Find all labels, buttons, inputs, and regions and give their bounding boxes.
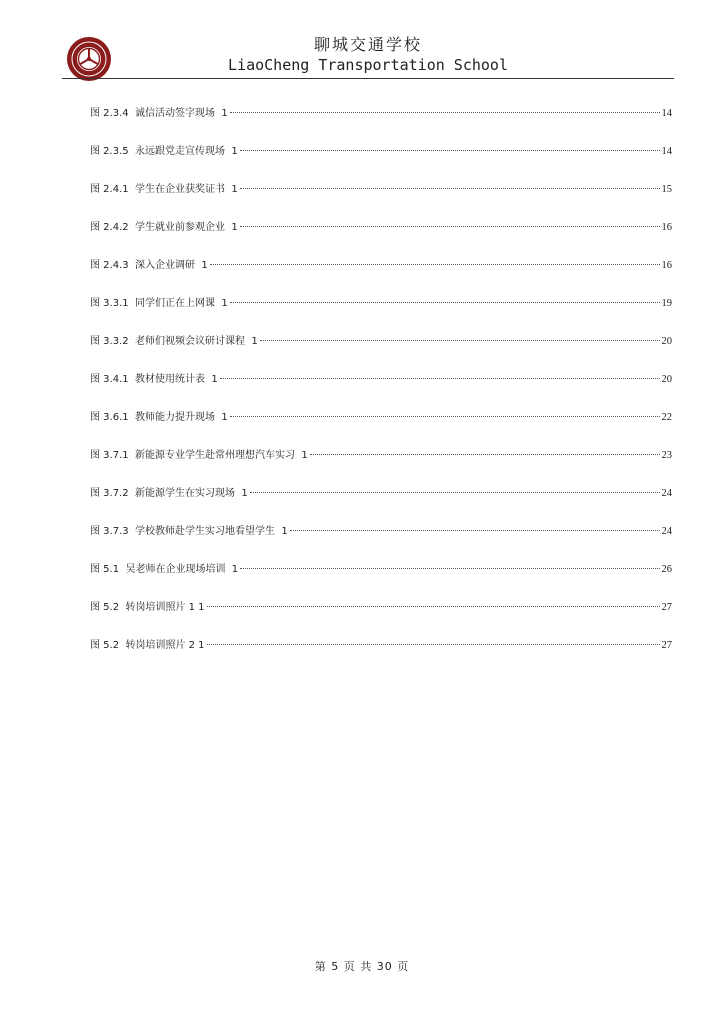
toc-entry-page: 14 xyxy=(661,108,672,119)
dot-leader xyxy=(250,492,660,493)
toc-entry-page: 16 xyxy=(661,222,672,233)
toc-entry[interactable] xyxy=(90,484,672,522)
header-divider xyxy=(62,78,674,79)
dot-leader xyxy=(310,454,660,455)
toc-entry[interactable] xyxy=(90,370,672,408)
toc-entry[interactable] xyxy=(90,104,672,142)
toc-entry-label: 图 2.4.2 学生就业前参观企业 1 xyxy=(90,222,238,233)
toc-entry-page: 14 xyxy=(661,146,672,157)
page-footer: 第 5 页 共 30 页 xyxy=(314,960,410,973)
toc-entry[interactable] xyxy=(90,142,672,180)
toc-entry[interactable] xyxy=(90,560,672,598)
dot-leader xyxy=(240,226,660,227)
toc-entry-page: 20 xyxy=(661,374,672,385)
toc-entry-page: 19 xyxy=(661,298,672,309)
toc-entry-page: 26 xyxy=(661,564,672,575)
toc-entry-label: 图 3.7.2 新能源学生在实习现场 1 xyxy=(90,488,248,499)
toc-entry-page: 23 xyxy=(661,450,672,461)
toc-entry-label: 图 2.4.1 学生在企业获奖证书 1 xyxy=(90,184,238,195)
toc-entry[interactable] xyxy=(90,636,672,674)
toc-entry-label: 图 3.7.1 新能源专业学生赴常州理想汽车实习 1 xyxy=(90,450,308,461)
toc-entry-label: 图 3.3.1 同学们正在上网课 1 xyxy=(90,298,228,309)
toc-entry[interactable] xyxy=(90,294,672,332)
toc-entry[interactable] xyxy=(90,180,672,218)
school-name-chinese: 聊城交通学校 xyxy=(313,35,422,54)
toc-entry-label: 图 3.7.3 学校教师赴学生实习地看望学生 1 xyxy=(90,526,288,537)
toc-entry-label: 图 2.3.4 诚信活动签字现场 1 xyxy=(90,108,228,119)
toc-entry-page: 15 xyxy=(661,184,672,195)
dot-leader xyxy=(290,530,660,531)
toc-entry-label: 图 2.4.3 深入企业调研 1 xyxy=(90,260,208,271)
dot-leader xyxy=(207,644,660,645)
dot-leader xyxy=(220,378,660,379)
toc-entry-label: 图 5.1 吴老师在企业现场培训 1 xyxy=(90,564,239,575)
toc-entry-page: 20 xyxy=(661,336,672,347)
toc-entry[interactable] xyxy=(90,332,672,370)
dot-leader xyxy=(230,112,660,113)
dot-leader xyxy=(260,340,660,341)
toc-entry[interactable] xyxy=(90,256,672,294)
toc-entry-label: 图 3.3.2 老师们视频会议研讨课程 1 xyxy=(90,336,258,347)
dot-leader xyxy=(210,264,660,265)
toc-entry-page: 24 xyxy=(661,488,672,499)
dot-leader xyxy=(230,416,660,417)
toc-entry-label: 图 5.2 转岗培训照片 1 1 xyxy=(90,602,205,613)
toc-entry-label: 图 3.4.1 教材使用统计表 1 xyxy=(90,374,218,385)
toc-entry-page: 27 xyxy=(661,640,672,651)
toc-entry-label: 图 5.2 转岗培训照片 2 1 xyxy=(90,640,205,651)
school-name-english: LiaoCheng Transportation School xyxy=(228,56,508,74)
toc-entry[interactable] xyxy=(90,446,672,484)
toc-entry-page: 22 xyxy=(661,412,672,423)
dot-leader xyxy=(207,606,660,607)
toc-entry-label: 图 3.6.1 教师能力提升现场 1 xyxy=(90,412,228,423)
figure-list xyxy=(90,104,672,674)
toc-entry-page: 24 xyxy=(661,526,672,537)
dot-leader xyxy=(240,150,660,151)
toc-entry[interactable] xyxy=(90,598,672,636)
dot-leader xyxy=(240,568,659,569)
toc-entry-page: 27 xyxy=(661,602,672,613)
toc-entry[interactable] xyxy=(90,408,672,446)
page-header xyxy=(62,22,674,82)
toc-entry-label: 图 2.3.5 永远跟党走宣传现场 1 xyxy=(90,146,238,157)
toc-entry[interactable] xyxy=(90,218,672,256)
toc-entry-page: 16 xyxy=(661,260,672,271)
toc-entry[interactable] xyxy=(90,522,672,560)
dot-leader xyxy=(230,302,660,303)
dot-leader xyxy=(240,188,660,189)
